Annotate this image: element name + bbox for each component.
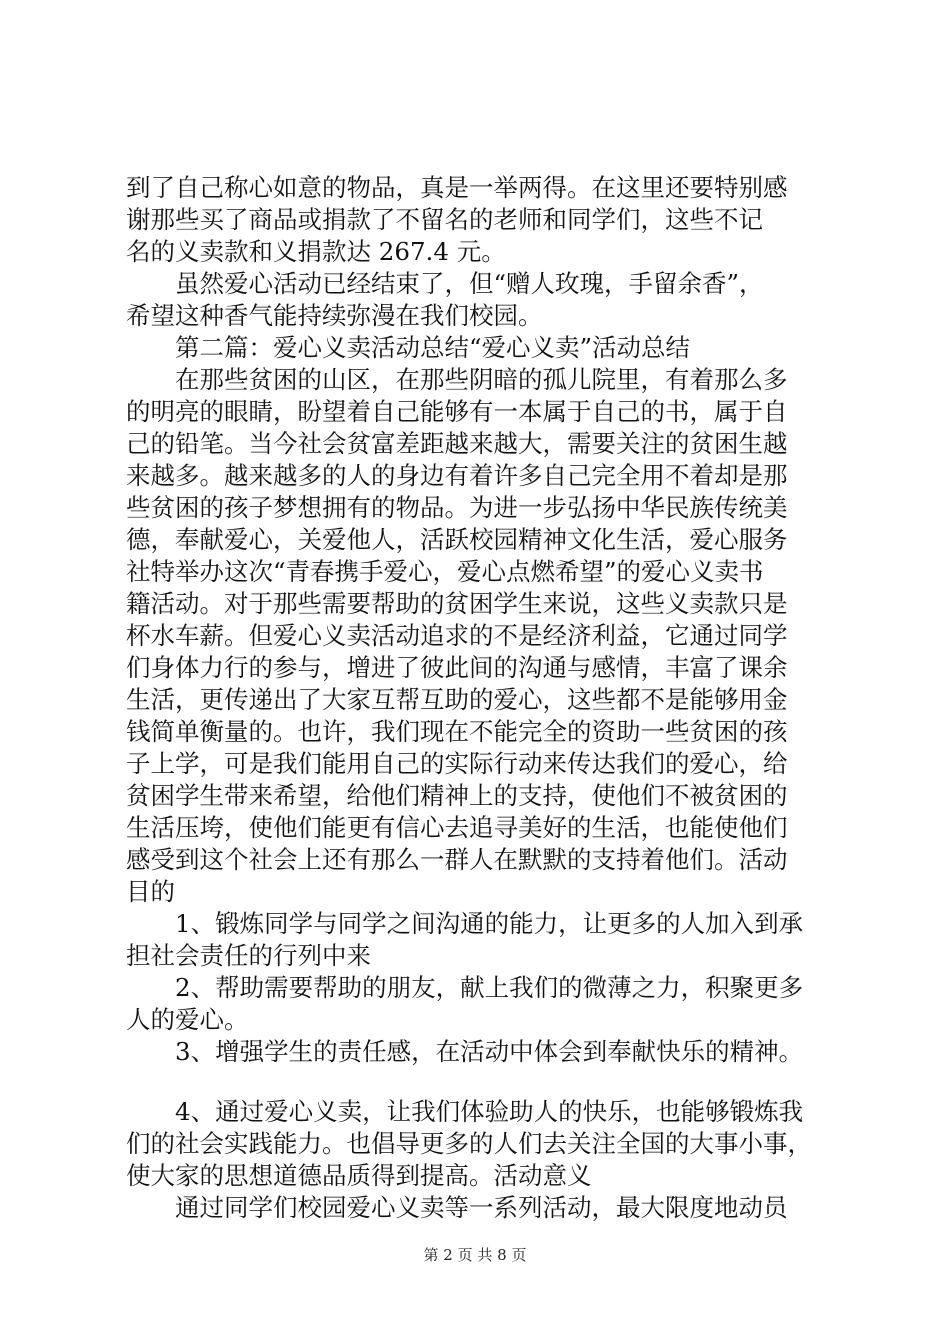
paragraph-gap xyxy=(126,1068,836,1096)
text-line: 来越多。越来越多的人的身边有着许多自己完全用不着却是那 xyxy=(126,461,788,490)
text-line: 到了自己称心如意的物品，真是一举两得。在这里还要特别感 xyxy=(126,173,788,202)
text-line: 名的义卖款和义捐款达 267.4 元。 xyxy=(126,237,506,266)
text-line: 通过同学们校园爱心义卖等一系列活动，最大限度地动员 xyxy=(126,1193,788,1222)
text-line: 己的铅笔。当今社会贫富差距越来越大，需要关注的贫困生越 xyxy=(126,429,788,458)
list-item: 3、增强学生的责任感，在活动中体会到奉献快乐的精神。 xyxy=(126,1037,804,1066)
text-line: 担社会责任的行列中来 xyxy=(126,941,371,970)
text-line: 贫困学生带来希望，给他们精神上的支持，使他们不被贫困的 xyxy=(126,781,788,810)
list-item: 4、通过爱心义卖，让我们体验助人的快乐，也能够锻炼我 xyxy=(126,1097,804,1126)
document-body xyxy=(126,172,836,1224)
text-line: 人的爱心。 xyxy=(126,1005,249,1034)
text-line: 虽然爱心活动已经结束了，但“赠人玫瑰，手留余香”， xyxy=(126,269,764,298)
text-line: 目的 xyxy=(126,877,175,906)
text-line: 在那些贫困的山区，在那些阴暗的孤儿院里，有着那么多 xyxy=(126,365,788,394)
text-line: 的明亮的眼睛，盼望着自己能够有一本属于自己的书，属于自 xyxy=(126,397,788,426)
text-line: 子上学，可是我们能用自己的实际行动来传达我们的爱心，给 xyxy=(126,749,788,778)
list-item: 2、帮助需要帮助的朋友，献上我们的微薄之力，积聚更多 xyxy=(126,973,804,1002)
list-item: 1、锻炼同学与同学之间沟通的能力，让更多的人加入到承 xyxy=(126,909,804,938)
text-line: 们身体力行的参与，增进了彼此间的沟通与感情，丰富了课余 xyxy=(126,653,788,682)
section-heading: 第二篇：爱心义卖活动总结“爱心义卖”活动总结 xyxy=(126,333,691,362)
text-line: 籍活动。对于那些需要帮助的贫困学生来说，这些义卖款只是 xyxy=(126,589,788,618)
text-line: 希望这种香气能持续弥漫在我们校园。 xyxy=(126,301,543,330)
text-line: 社特举办这次“青春携手爱心，爱心点燃希望”的爱心义卖书 xyxy=(126,557,764,586)
text-line: 使大家的思想道德品质得到提高。活动意义 xyxy=(126,1161,592,1190)
text-line: 杯水车薪。但爱心义卖活动追求的不是经济利益，它通过同学 xyxy=(126,621,788,650)
text-line: 感受到这个社会上还有那么一群人在默默的支持着他们。活动 xyxy=(126,845,788,874)
text-line: 些贫困的孩子梦想拥有的物品。为进一步弘扬中华民族传统美 xyxy=(126,493,788,522)
text-line: 钱简单衡量的。也许，我们现在不能完全的资助一些贫困的孩 xyxy=(126,717,788,746)
text-line: 生活，更传递出了大家互帮互助的爱心，这些都不是能够用金 xyxy=(126,685,788,714)
text-line: 德，奉献爱心，关爱他人，活跃校园精神文化生活，爱心服务 xyxy=(126,525,788,554)
text-line: 们的社会实践能力。也倡导更多的人们去关注全国的大事小事， xyxy=(126,1129,812,1158)
text-line: 生活压垮，使他们能更有信心去追寻美好的生活，也能使他们 xyxy=(126,813,788,842)
page-number-footer: 第 2 页 共 8 页 xyxy=(423,1246,527,1264)
text-line: 谢那些买了商品或捐款了不留名的老师和同学们，这些不记 xyxy=(126,205,763,234)
